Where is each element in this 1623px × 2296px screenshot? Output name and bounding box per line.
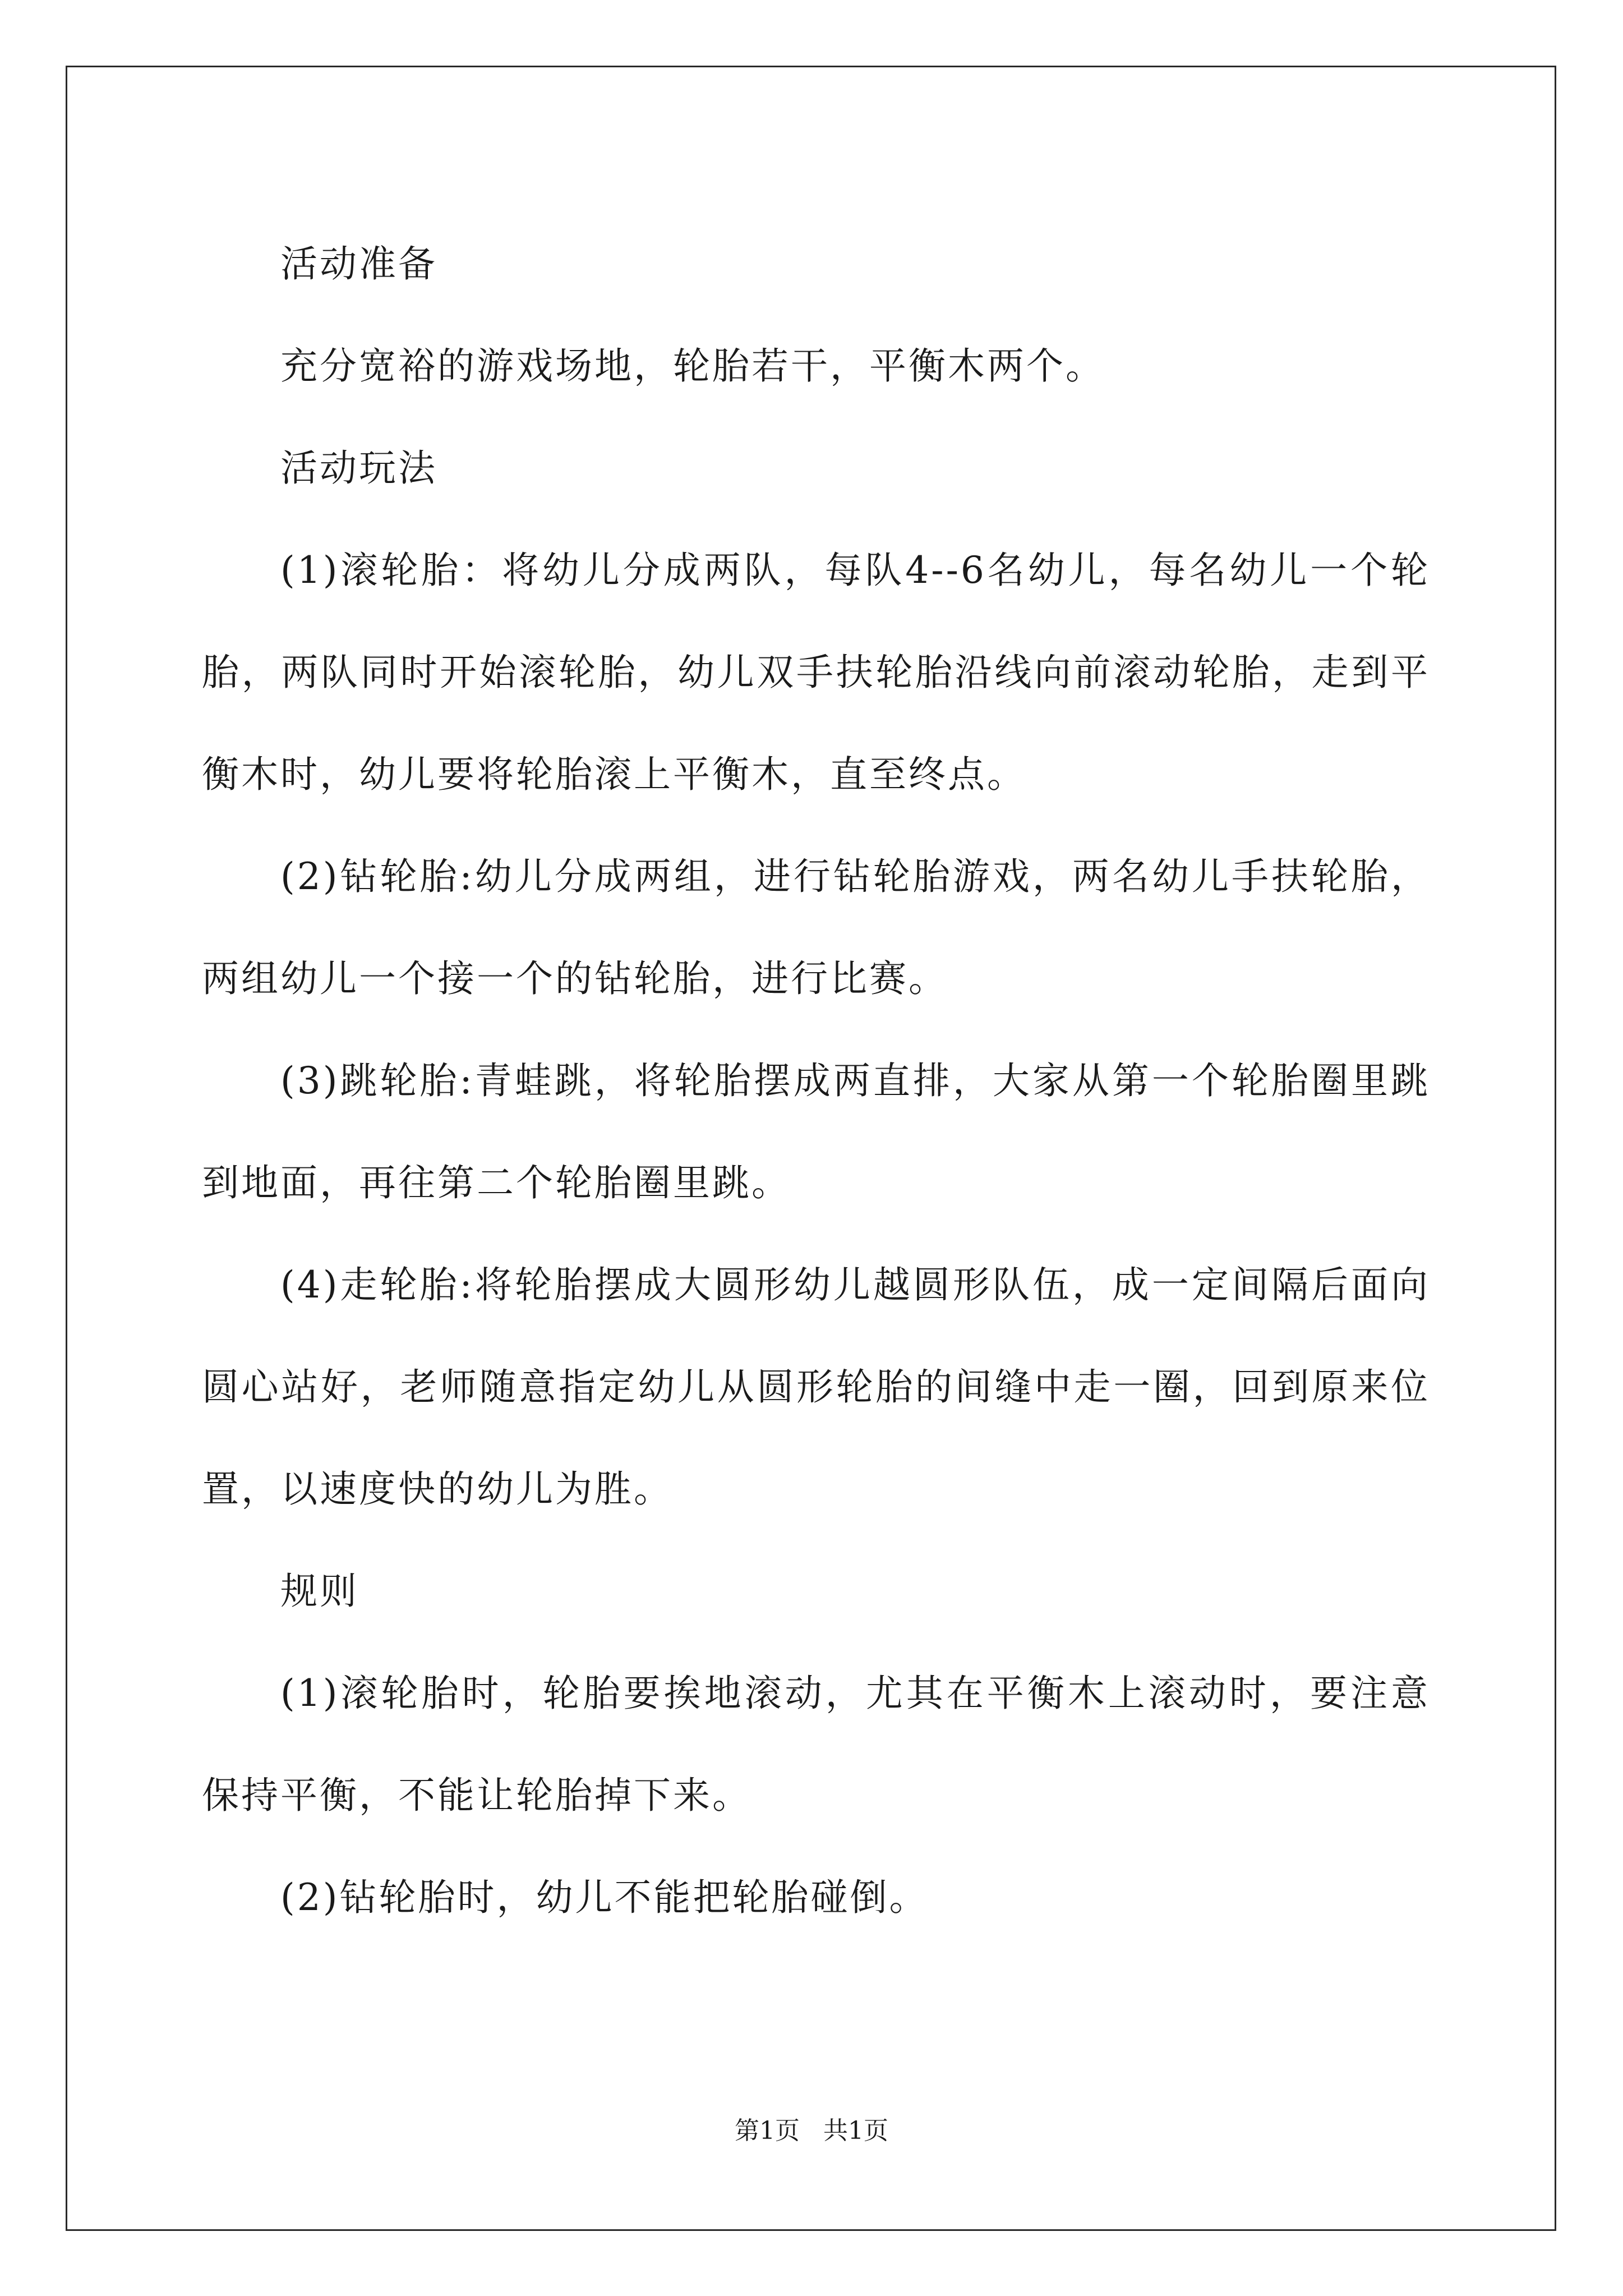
paragraph-walk-tire: (4)走轮胎:将轮胎摆成大圆形幼儿越圆形队伍，成一定间隔后面向圆心站好，老师随意指定幼儿从圆形轮胎的间缝中走一圈，回到原来位置，以速度快的幼儿为胜。	[202, 1263, 1430, 1511]
paragraph-roll-tire: (1)滚轮胎：将幼儿分成两队，每队4--6名幼儿，每名幼儿一个轮胎，两队同时开始滚轮胎，幼儿双手扶轮胎沿线向前滚动轮胎，走到平衡木时，幼儿要将轮胎滚上平衡木，直至终点。	[202, 549, 1430, 796]
section-heading-preparation: 活动准备	[280, 242, 437, 286]
paragraph-rule-1: (1)滚轮胎时，轮胎要挨地滚动，尤其在平衡木上滚动时，要注意保持平衡，不能让轮胎掉下来。	[202, 1672, 1430, 1817]
paragraph-rule-2: (2)钻轮胎时，幼儿不能把轮胎碰倒。	[280, 1876, 929, 1919]
paragraph-crawl-tire: (2)钻轮胎:幼儿分成两组，进行钻轮胎游戏，两名幼儿手扶轮胎，两组幼儿一个接一个的钻轮胎，进行比赛。	[202, 855, 1430, 1000]
document-body	[202, 213, 1430, 1949]
paragraph-jump-tire: (3)跳轮胎:青蛙跳，将轮胎摆成两直排，大家从第一个轮胎圈里跳到地面，再往第二个轮胎圈里跳。	[202, 1059, 1430, 1204]
section-heading-rules: 规则	[280, 1570, 359, 1613]
page-number-footer: 第1页 共1页	[735, 2116, 888, 2145]
paragraph-preparation: 充分宽裕的游戏场地，轮胎若干，平衡木两个。	[280, 344, 1105, 388]
section-heading-gameplay: 活动玩法	[280, 447, 437, 490]
